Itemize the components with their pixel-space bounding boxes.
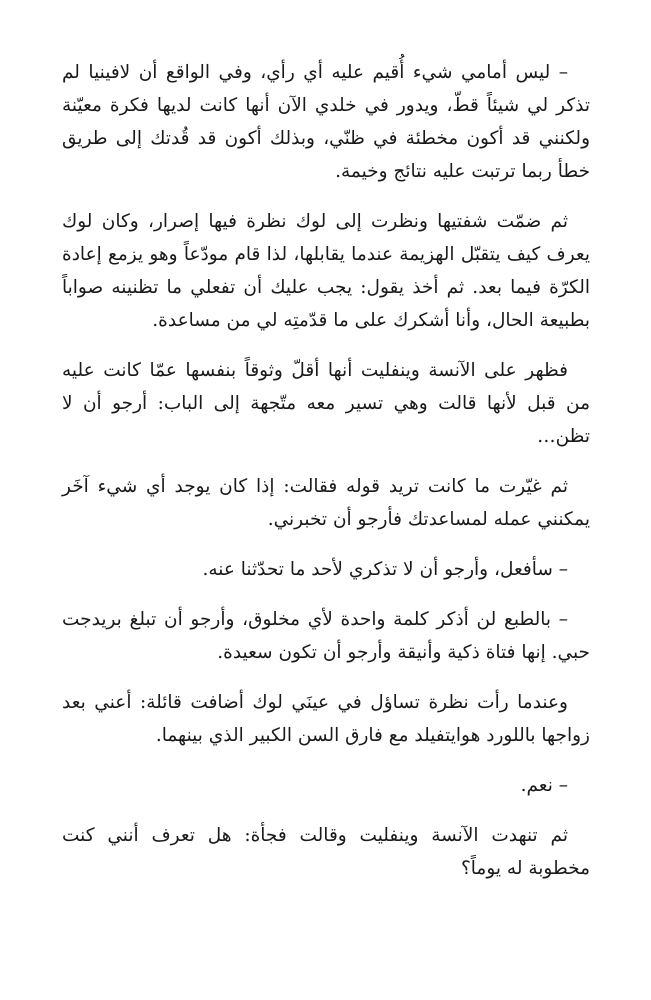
paragraph: – سأفعل، وأرجو أن لا تذكري لأحد ما تحدّثنا عنه. (202, 559, 568, 580)
paragraph: – نعم. (520, 775, 568, 796)
paragraph: – بالطبع لن أذكر كلمة واحدة لأي مخلوق، وأرجو أن تبلغ بريدجت حبي. إنها فتاة ذكية وأنيقة وأرجو أن تكون سعيدة. (62, 609, 590, 663)
paragraph: فظهر على الآنسة وينفليت أنها أقلّ وثوقاً بنفسها عمّا كانت عليه من قبل لأنها قالت وهي تسير معه متّجهة إلى الباب: أرجو أن لا تظن… (62, 360, 590, 447)
paragraph: ثم تنهدت الآنسة وينفليت وقالت فجأة: هل تعرف أنني كنت مخطوبة له يوماً؟ (62, 825, 590, 879)
paragraph: ثم غيّرت ما كانت تريد قوله فقالت: إذا كان يوجد أي شيء آخَر يمكنني عمله لمساعدتك فأرجو أن تخبرني. (62, 476, 590, 530)
paragraph: وعندما رأت نظرة تساؤل في عينَي لوك أضافت قائلة: أعني بعد زواجها باللورد هوايتفيلد مع فارق السن الكبير الذي بينهما. (62, 692, 590, 746)
paragraph: – ليس أمامي شيء أُقيم عليه أي رأي، وفي الواقع أن لافينيا لم تذكر لي شيئاً قطّ، ويدور في خلدي الآن أنها كانت لديها فكرة معيّنة ولكنني قد أكون مخطئة في ظنّي، وبذلك أكون قد قُدتك إلى طريق خطأ ربما ترتبت عليه نتائج وخيمة. (62, 62, 590, 182)
book-page (62, 56, 590, 885)
paragraph: ثم ضمّت شفتيها ونظرت إلى لوك نظرة فيها إصرار، وكان لوك يعرف كيف يتقبّل الهزيمة عندما يقابلها، لذا قام مودّعاً وهو يزمع إعادة الكرّة فيما بعد. ثم أخذ يقول: يجب عليك أن تفعلي ما تظنينه صواباً بطبيعة الحال، وأنا أشكرك على ما قدّمتِه لي من مساعدة. (62, 211, 590, 331)
